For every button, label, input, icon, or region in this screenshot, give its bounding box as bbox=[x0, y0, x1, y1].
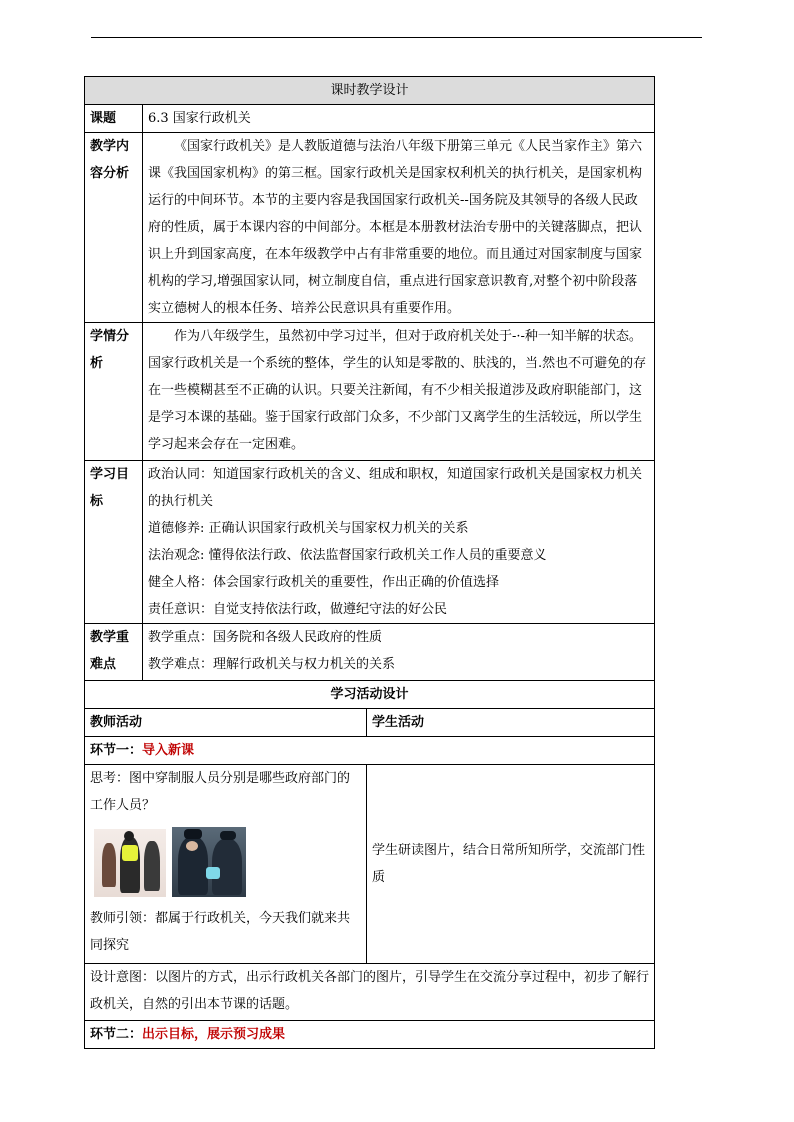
stage1-name: 导入新课 bbox=[142, 743, 195, 758]
student-analysis-row bbox=[85, 323, 655, 461]
design-intent-row bbox=[85, 964, 655, 1021]
key-points-label: 教学重难点 bbox=[85, 624, 143, 681]
goal-moral: 道德修养: 正确认识国家行政机关与国家权力机关的关系 bbox=[148, 521, 469, 536]
uniformed-staff-photo-1 bbox=[94, 829, 166, 897]
learning-goals-row bbox=[85, 461, 655, 624]
stage2-row bbox=[85, 1021, 655, 1049]
learning-goals-label: 学习目标 bbox=[85, 461, 143, 624]
content-analysis-text: 《国家行政机关》是人教版道德与法治八年级下册第三单元《人民当家作主》第六课《我国国家机构》的第三框。国家行政机关是国家权利机关的执行机关，是国家机构运行的中间环节。本节的主要内容是我国国家行政机关--国务院及其领导的各级人民政府的性质，属于本课内容的中间部分。本框是本册教材法治专册中的关键落脚点，把认识上升到国家高度，在本年级教学中占有非常重要的地位。而且通过对国家制度与国家机构的学习,增强国家认同，树立制度自信，重点进行国家意识教育,对整个初中阶段落实立德树人的根本任务、培养公民意识具有重要作用。 bbox=[148, 139, 643, 316]
content-analysis-row bbox=[85, 133, 655, 323]
stage2-heading bbox=[85, 1021, 655, 1049]
stage1-teacher-cell bbox=[85, 765, 367, 964]
key-point-focus: 教学重点：国务院和各级人民政府的性质 bbox=[148, 630, 383, 645]
header-rule bbox=[91, 37, 702, 38]
lesson-plan-table bbox=[84, 76, 655, 1049]
content-analysis-label: 教学内容分析 bbox=[85, 133, 143, 323]
teacher-activity-header: 教师活动 bbox=[85, 709, 367, 737]
topic-label: 课题 bbox=[85, 105, 143, 133]
title-row bbox=[85, 77, 655, 105]
activity-header-row bbox=[85, 709, 655, 737]
key-points-row bbox=[85, 624, 655, 681]
stage1-prefix: 环节一： bbox=[90, 743, 143, 758]
uniformed-staff-photo-2 bbox=[172, 827, 246, 897]
content-analysis-cell bbox=[143, 133, 655, 323]
student-activity-header: 学生活动 bbox=[367, 709, 655, 737]
stage1-photos bbox=[94, 823, 361, 901]
activity-title: 学习活动设计 bbox=[85, 681, 655, 709]
student-analysis-text: 作为八年级学生，虽然初中学习过半，但对于政府机关处于-·-种一知半解的状态。国家行政机关是一个系统的整体，学生的认知是零散的、肤浅的，当.然也不可避免的存在一些模糊甚至不正确的认识。只要关注新闻，有不少相关报道涉及政府职能部门，这是学习本课的基础。鉴于国家行政部门众多，不少部门又离学生的生活较远，所以学生学习起来会存在一定困难。 bbox=[148, 329, 647, 452]
stage1-content-row bbox=[85, 765, 655, 964]
goal-law: 法治观念: 懂得依法行政、依法监督国家行政机关工作人员的重要意义 bbox=[148, 548, 547, 563]
topic-row bbox=[85, 105, 655, 133]
stage1-teacher-guide: 教师引领：都属于行政机关，今天我们就来共同探究 bbox=[90, 911, 351, 953]
learning-goals-cell bbox=[143, 461, 655, 624]
student-analysis-label: 学情分析 bbox=[85, 323, 143, 461]
key-points-cell bbox=[143, 624, 655, 681]
topic-value: 6.3 国家行政机关 bbox=[143, 105, 655, 133]
key-point-difficulty: 教学难点：理解行政机关与权力机关的关系 bbox=[148, 657, 396, 672]
goal-personality: 健全人格：体会国家行政机关的重要性，作出正确的价值选择 bbox=[148, 575, 500, 590]
design-intent-cell bbox=[85, 964, 655, 1021]
stage1-student-cell bbox=[367, 765, 655, 964]
table-title: 课时教学设计 bbox=[85, 77, 655, 105]
goal-political: 政治认同：知道国家行政机关的含义、组成和职权，知道国家行政机关是国家权力机关的执行机关 bbox=[148, 467, 643, 509]
stage1-student-activity: 学生研读图片，结合日常所知所学，交流部门性质 bbox=[372, 843, 646, 885]
student-analysis-cell bbox=[143, 323, 655, 461]
stage2-prefix: 环节二： bbox=[90, 1027, 143, 1042]
stage1-question: 思考：图中穿制服人员分别是哪些政府部门的工作人员？ bbox=[90, 771, 351, 813]
stage2-name: 出示目标，展示预习成果 bbox=[142, 1027, 286, 1042]
stage1-heading bbox=[85, 737, 655, 765]
activity-title-row bbox=[85, 681, 655, 709]
stage1-row bbox=[85, 737, 655, 765]
design-intent-text: 设计意图：以图片的方式，出示行政机关各部门的图片，引导学生在交流分享过程中，初步了解行政机关，自然的引出本节课的话题。 bbox=[90, 970, 650, 1012]
goal-responsibility: 责任意识：自觉支持依法行政，做遵纪守法的好公民 bbox=[148, 602, 448, 617]
